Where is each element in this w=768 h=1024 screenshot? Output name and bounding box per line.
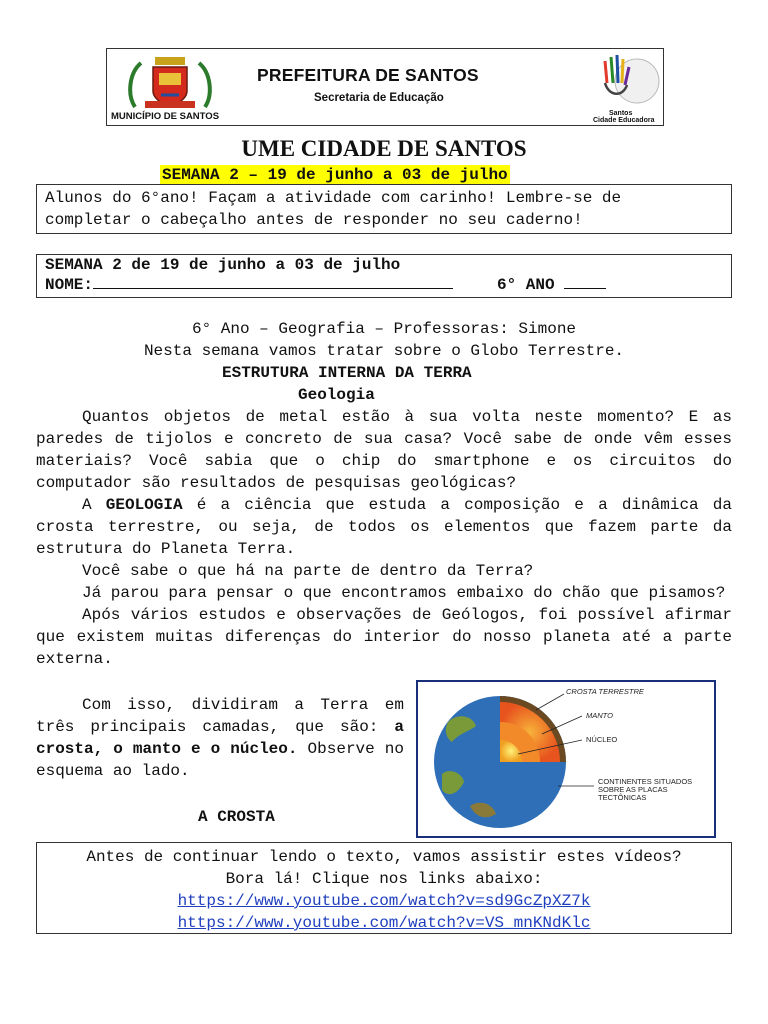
- school-name: UME CIDADE DE SANTOS: [241, 136, 527, 161]
- videos-line-2: Bora lá! Clique nos links abaixo:: [225, 870, 543, 888]
- grade-field[interactable]: [564, 274, 606, 289]
- prefecture-subtitle: Secretaria de Educação: [314, 92, 444, 104]
- grade-label: 6° ANO: [497, 276, 555, 294]
- crust-heading: A CROSTA: [198, 808, 275, 826]
- paragraph-1: Quantos objetos de metal estão à sua volta neste momento? E as paredes de tijolos e concreto de sua casa? Você sabe de onde vêm esses materiais? Você sabia que o chip do smartphone e os circuitos do computador são resultados de pesquisas geológicas?: [36, 408, 732, 492]
- subject-line: 6° Ano – Geografia – Professoras: Simone: [191, 320, 577, 338]
- videos-line-1: Antes de continuar lendo o texto, vamos assistir estes vídeos?: [86, 848, 682, 866]
- paragraph-5: Após vários estudos e observações de Geólogos, foi possível afirmar que existem muitas diferenças do interior do nosso planeta até a parte externa.: [36, 606, 732, 668]
- name-label: NOME:: [45, 276, 94, 294]
- santos-crest-logo: [125, 55, 215, 111]
- layers-paragraph: [36, 694, 404, 782]
- notice-line-1: Alunos do 6°ano! Façam a atividade com carinho! Lembre-se de: [45, 189, 622, 207]
- logo-caption-cidade-educadora: Cidade Educadora: [593, 117, 655, 124]
- continents-label-2: SOBRE AS PLACAS: [598, 785, 668, 794]
- core-label: NÚCLEO: [586, 735, 618, 744]
- continents-label-1: CONTINENTES SITUADOS: [598, 777, 693, 786]
- name-field[interactable]: [93, 274, 453, 289]
- geologia-term: GEOLOGIA: [105, 496, 183, 514]
- grade-row: [497, 274, 606, 294]
- notice-line-2: completar o cabeçalho antes de responder no seu caderno!: [45, 211, 583, 229]
- prefecture-title: PREFEITURA DE SANTOS: [257, 65, 479, 85]
- continents-label-3: TECTÔNICAS: [598, 793, 647, 802]
- crust-pointer: [536, 694, 564, 710]
- student-header-box: [36, 254, 732, 298]
- intro-line: Nesta semana vamos tratar sobre o Globo Terrestre.: [143, 342, 625, 360]
- mantle-label: MANTO: [586, 711, 613, 720]
- cidade-educadora-logo: [591, 53, 661, 105]
- notice-box: [36, 184, 732, 234]
- videos-box: [36, 842, 732, 934]
- paragraph-4: Já parou para pensar o que encontramos embaixo do chão que pisamos?: [82, 584, 726, 602]
- paragraph-3: Você sabe o que há na parte de dentro da Terra?: [82, 562, 534, 580]
- header-banner: [106, 48, 664, 126]
- form-week: SEMANA 2 de 19 de junho a 03 de julho: [45, 256, 401, 274]
- earth-layers-diagram: [416, 680, 716, 838]
- logo-caption-santos: Santos: [609, 110, 633, 117]
- layers-term: a crosta, o manto e o núcleo.: [36, 718, 404, 758]
- video-link-2[interactable]: https://www.youtube.com/watch?v=VS_mnKNdKlc: [177, 914, 591, 932]
- paragraph-6: Com isso, dividiram a Terra em três principais camadas, que são: a crosta, o manto e o núcleo. Observe no esquema ao lado.: [36, 696, 404, 780]
- body-text: [36, 406, 732, 670]
- section-title: ESTRUTURA INTERNA DA TERRA: [222, 364, 472, 382]
- earth-layers-svg: [418, 682, 714, 836]
- form-name-row: [45, 274, 723, 294]
- crust-label: CROSTA TERRESTRE: [566, 687, 644, 696]
- video-link-1[interactable]: https://www.youtube.com/watch?v=sd9GcZpXZ7k: [177, 892, 591, 910]
- section-subtitle: Geologia: [298, 386, 375, 404]
- municipality-label: MUNICÍPIO DE SANTOS: [111, 111, 220, 122]
- paragraph-2: A GEOLOGIA é a ciência que estuda a composição e a dinâmica da crosta terrestre, ou seja, de todos os elementos que fazem parte da estrutura do Planeta Terra.: [36, 496, 733, 558]
- week-highlight: SEMANA 2 – 19 de junho a 03 de julho: [162, 166, 508, 184]
